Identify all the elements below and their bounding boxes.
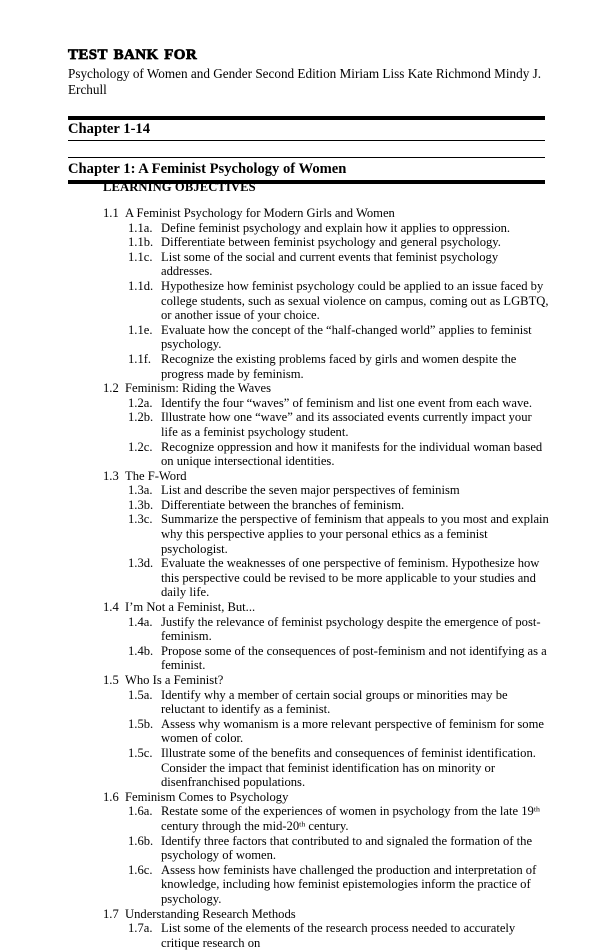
objective-text: Hypothesize how feminist psychology could be applied to an issue faced by college students, such as sexual violence on campus, coming out as LGBTQ, or another issue of your choice. bbox=[161, 278, 549, 323]
objective-text: I’m Not a Feminist, But... bbox=[125, 600, 256, 615]
objective-subitem bbox=[103, 221, 551, 236]
objective-text: Restate some of the experiences of women in psychology from the late 19th century through the mid-20th century. bbox=[161, 804, 540, 833]
objective-subitem bbox=[103, 410, 551, 439]
learning-objectives-label: LEARNING OBJECTIVES bbox=[103, 180, 256, 194]
objective-item bbox=[103, 600, 551, 615]
objective-text: Propose some of the consequences of post-feminism and not identifying as a feminist. bbox=[161, 643, 547, 673]
document-header bbox=[68, 40, 545, 98]
objective-subitem bbox=[103, 834, 551, 863]
objective-text: Evaluate how the concept of the “half-changed world” applies to feminist psychology. bbox=[161, 322, 532, 352]
objective-subitem bbox=[103, 717, 551, 746]
objective-number: 1.3a. bbox=[128, 483, 153, 498]
objective-number: 1.3c. bbox=[128, 512, 153, 527]
objective-subitem bbox=[103, 279, 551, 323]
chapter-heading-overline bbox=[68, 157, 545, 158]
objective-number: 1.3d. bbox=[128, 556, 154, 571]
objective-item bbox=[103, 673, 551, 688]
chapter-title-heading: Chapter 1: A Feminist Psychology of Women bbox=[68, 161, 347, 177]
objective-item bbox=[103, 907, 551, 922]
objective-text: Recognize the existing problems faced by girls and women despite the progress made by feminism. bbox=[161, 351, 517, 381]
objective-number: 1.6a. bbox=[128, 804, 153, 819]
objective-subitem bbox=[103, 512, 551, 556]
objective-text: Define feminist psychology and explain how it applies to oppression. bbox=[161, 220, 511, 235]
objective-number: 1.6 bbox=[103, 789, 119, 804]
objective-subitem bbox=[103, 921, 551, 950]
objective-item bbox=[103, 206, 551, 221]
objective-text: Feminism: Riding the Waves bbox=[125, 381, 272, 396]
objective-number: 1.6b. bbox=[128, 833, 154, 848]
objective-number: 1.1e. bbox=[128, 322, 153, 337]
objective-number: 1.1f. bbox=[128, 351, 152, 366]
objective-number: 1.2a. bbox=[128, 395, 153, 410]
objective-item bbox=[103, 381, 551, 396]
objective-text: Identify why a member of certain social groups or minorities may be reluctant to identify as a feminist. bbox=[161, 687, 508, 717]
objective-number: 1.5b. bbox=[128, 716, 154, 731]
chapter-range-heading: Chapter 1-14 bbox=[68, 121, 151, 137]
objective-number: 1.1b. bbox=[128, 235, 154, 250]
objective-text: List some of the social and current events that feminist psychology addresses. bbox=[161, 249, 499, 279]
objective-text: Feminism Comes to Psychology bbox=[125, 789, 289, 804]
objective-number: 1.3 bbox=[103, 468, 119, 483]
objective-number: 1.5c. bbox=[128, 745, 153, 760]
objective-number: 1.5 bbox=[103, 673, 119, 687]
objective-text: Justify the relevance of feminist psychology despite the emergence of post-feminism. bbox=[161, 614, 541, 644]
objective-text: List and describe the seven major perspectives of feminism bbox=[161, 483, 460, 498]
objective-subitem bbox=[103, 644, 551, 673]
objective-text: Identify three factors that contributed to and signaled the formation of the psychology of women. bbox=[161, 833, 533, 863]
objective-text: Recognize oppression and how it manifests for the individual woman based on unique intersectional identities. bbox=[161, 439, 543, 469]
objective-number: 1.6c. bbox=[128, 862, 153, 877]
objective-number: 1.5a. bbox=[128, 687, 153, 702]
objective-text: The F-Word bbox=[125, 468, 187, 483]
document-title: test bank for bbox=[68, 40, 198, 64]
objective-text: List some of the elements of the research process needed to accurately critique research on bbox=[161, 921, 516, 950]
objective-number: 1.2b. bbox=[128, 410, 154, 425]
objective-text: Understanding Research Methods bbox=[125, 906, 296, 921]
objective-subitem bbox=[103, 688, 551, 717]
objective-subitem bbox=[103, 396, 551, 411]
objective-number: 1.1c. bbox=[128, 249, 153, 264]
objective-subitem bbox=[103, 556, 551, 600]
objective-number: 1.2c. bbox=[128, 439, 153, 454]
objective-text: Who Is a Feminist? bbox=[125, 673, 224, 687]
objective-number: 1.1a. bbox=[128, 220, 153, 235]
objective-number: 1.7a. bbox=[128, 921, 153, 936]
objective-subitem bbox=[103, 483, 551, 498]
objective-text: Assess how feminists have challenged the production and interpretation of knowledge, including how feminist epistemologies inform the practice of psychology. bbox=[161, 862, 537, 906]
objective-number: 1.4 bbox=[103, 600, 119, 615]
objective-subitem bbox=[103, 615, 551, 644]
learning-objectives-list bbox=[103, 206, 551, 950]
document-subtitle: Psychology of Women and Gender Second Edition Miriam Liss Kate Richmond Mindy J. Erchull bbox=[68, 66, 542, 97]
objective-number: 1.3b. bbox=[128, 497, 154, 512]
objective-subitem bbox=[103, 746, 551, 790]
objective-text: Evaluate the weaknesses of one perspective of feminism. Hypothesize how this perspective could be revised to be more applicable to your studies and daily life. bbox=[161, 556, 540, 600]
objective-subitem bbox=[103, 352, 551, 381]
objective-subitem bbox=[103, 250, 551, 279]
objective-number: 1.7 bbox=[103, 906, 119, 921]
objective-text: Assess why womanism is a more relevant perspective of feminism for some women of color. bbox=[161, 716, 544, 746]
objective-subitem bbox=[103, 804, 551, 833]
objective-text: A Feminist Psychology for Modern Girls and Women bbox=[125, 206, 395, 220]
objective-subitem bbox=[103, 235, 551, 250]
objective-text: Identify the four “waves” of feminism and list one event from each wave. bbox=[161, 395, 533, 410]
objective-number: 1.1 bbox=[103, 206, 119, 220]
objective-subitem bbox=[103, 498, 551, 513]
objective-number: 1.2 bbox=[103, 381, 119, 396]
objective-text: Summarize the perspective of feminism that appeals to you most and explain why this perspective applies to your personal ethics as a feminist psychologist. bbox=[161, 512, 549, 556]
objective-text: Differentiate between the branches of feminism. bbox=[161, 497, 405, 512]
objective-number: 1.4b. bbox=[128, 643, 154, 658]
objective-text: Differentiate between feminist psychology and general psychology. bbox=[161, 235, 501, 250]
objective-subitem bbox=[103, 440, 551, 469]
chapter-range-underline bbox=[68, 140, 545, 141]
objective-subitem bbox=[103, 323, 551, 352]
objective-subitem bbox=[103, 863, 551, 907]
learning-objectives-section bbox=[103, 179, 551, 950]
objective-text: Illustrate how one “wave” and its associated events currently impact your life as a feminist psychology student. bbox=[161, 410, 532, 439]
objective-text: Illustrate some of the benefits and consequences of feminist identification. Consider the impact that feminist identification has on minority or disenfranchised populations. bbox=[161, 745, 536, 790]
objective-number: 1.4a. bbox=[128, 614, 153, 629]
objective-item bbox=[103, 469, 551, 484]
objective-number: 1.1d. bbox=[128, 278, 154, 293]
